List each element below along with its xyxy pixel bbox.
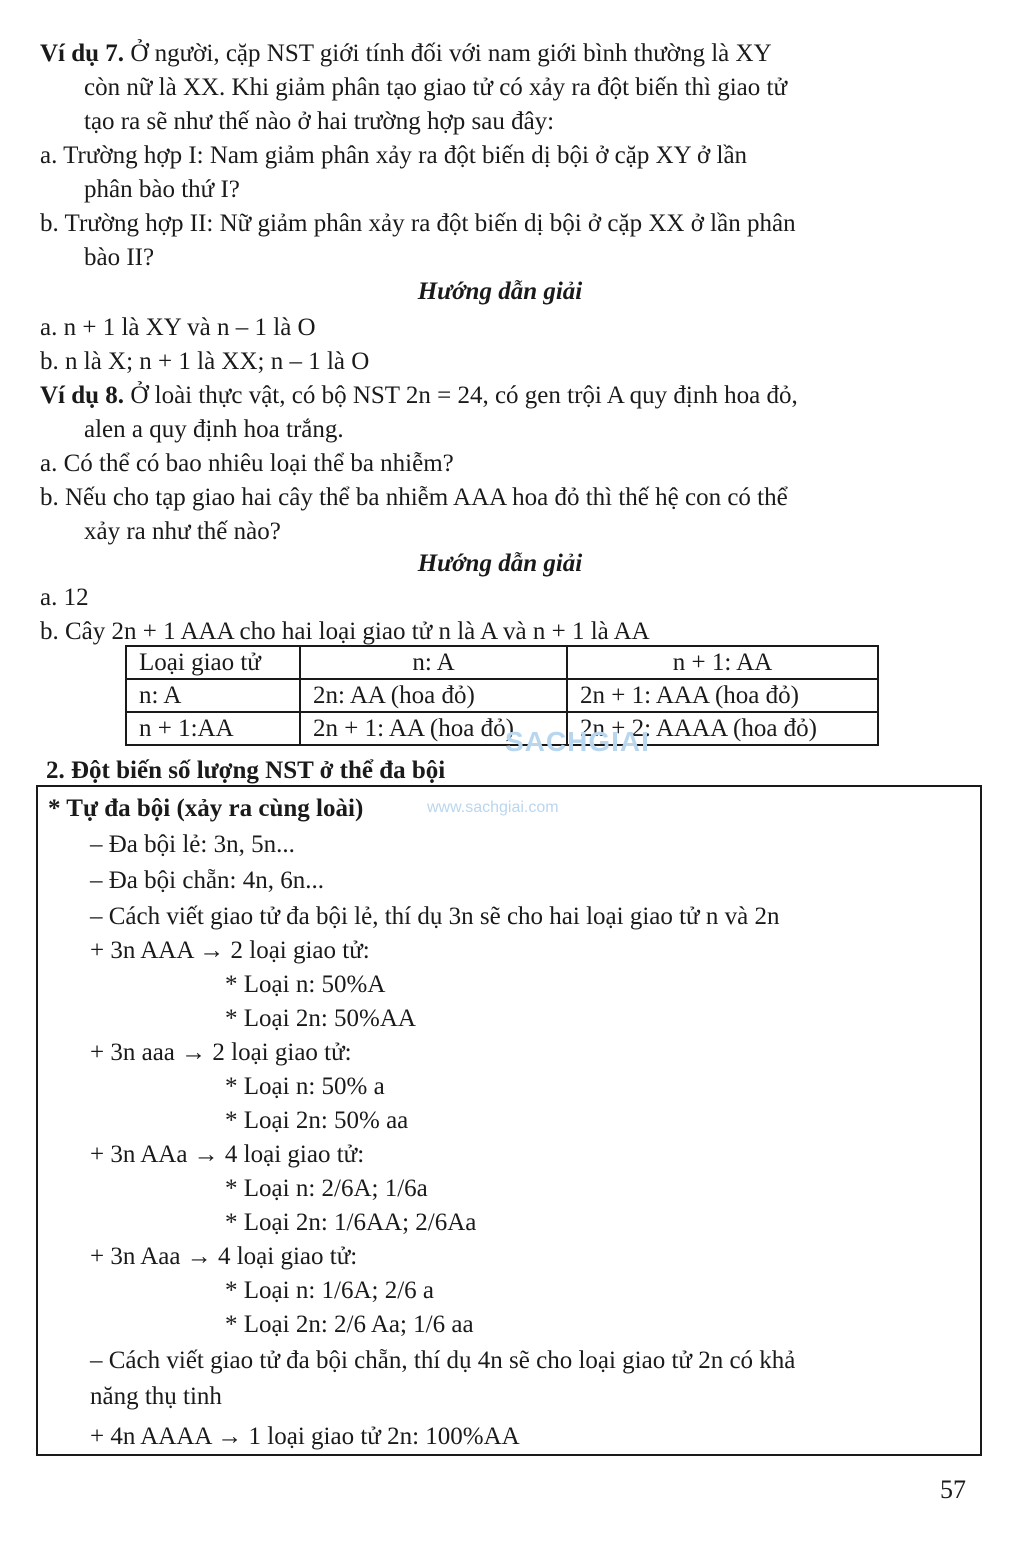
table-row bbox=[126, 679, 878, 712]
example8-label: Ví dụ 8. bbox=[40, 382, 125, 409]
table-row bbox=[126, 712, 878, 745]
box-line: * Loại 2n: 50% aa bbox=[225, 1107, 409, 1134]
example7-line1: Ví dụ 7. Ở người, cặp NST giới tính đối với nam giới bình thường là XY bbox=[40, 40, 772, 67]
example8-guide-title: Hướng dẫn giải bbox=[417, 550, 583, 577]
example7-line2: còn nữ là XX. Khi giảm phân tạo giao tử có xảy ra đột biến thì giao tử bbox=[84, 74, 787, 101]
table-header-cell: n: A bbox=[300, 646, 567, 679]
table-header-cell: n + 1: AA bbox=[567, 646, 878, 679]
box-line: năng thụ tinh bbox=[90, 1383, 222, 1410]
box-heading: * Tự đa bội (xảy ra cùng loài) bbox=[48, 795, 364, 822]
box-line: + 3n AAA → 2 loại giao tử: bbox=[90, 937, 370, 964]
example7-answer-b: b. n là X; n + 1 là XX; n – 1 là O bbox=[40, 348, 370, 375]
box-line: * Loại n: 50%A bbox=[225, 971, 386, 998]
box-line: * Loại n: 2/6A; 1/6a bbox=[225, 1175, 428, 1202]
example8-line2: alen a quy định hoa trắng. bbox=[84, 416, 344, 443]
watermark-logo: SACHGIAI bbox=[505, 726, 650, 757]
example7-line3: tạo ra sẽ như thế nào ở hai trường hợp sau đây: bbox=[84, 108, 555, 135]
table-header-row bbox=[126, 646, 878, 679]
box-line: * Loại 2n: 2/6 Aa; 1/6 aa bbox=[225, 1311, 474, 1338]
box-line: – Đa bội chẵn: 4n, 6n... bbox=[90, 867, 324, 894]
table-cell: n + 1:AA bbox=[126, 712, 300, 745]
table-cell: 2n + 1: AA (hoa đỏ) bbox=[300, 712, 567, 745]
example7-case-b: b. Trường hợp II: Nữ giảm phân xảy ra đột biến dị bội ở cặp XX ở lần phân bbox=[40, 210, 796, 237]
example8-question-a: a. Có thể có bao nhiêu loại thể ba nhiễm? bbox=[40, 450, 454, 477]
example7-case-b-cont: bào II? bbox=[84, 244, 155, 271]
example8-answer-a: a. 12 bbox=[40, 584, 89, 611]
example7-guide-title: Hướng dẫn giải bbox=[417, 278, 583, 305]
table-cell: n: A bbox=[126, 679, 300, 712]
table-cell: 2n + 2: AAAA (hoa đỏ) bbox=[567, 712, 878, 745]
box-line: + 4n AAAA → 1 loại giao tử 2n: 100%AA bbox=[90, 1423, 520, 1450]
example8-line1: Ví dụ 8. Ở loài thực vật, có bộ NST 2n = 24, có gen trội A quy định hoa đỏ, bbox=[40, 382, 798, 409]
box-line: * Loại n: 50% a bbox=[225, 1073, 385, 1100]
box-line: – Đa bội lẻ: 3n, 5n... bbox=[90, 831, 295, 858]
table-header-cell: Loại giao tử bbox=[126, 646, 300, 679]
example8-answer-b: b. Cây 2n + 1 AAA cho hai loại giao tử n là A và n + 1 là AA bbox=[40, 618, 650, 645]
box-line: + 3n aaa → 2 loại giao tử: bbox=[90, 1039, 352, 1066]
page-number: 57 bbox=[940, 1475, 966, 1504]
box-line: – Cách viết giao tử đa bội lẻ, thí dụ 3n sẽ cho hai loại giao tử n và 2n bbox=[90, 903, 780, 930]
section2-title: 2. Đột biến số lượng NST ở thể đa bội bbox=[46, 757, 446, 784]
box-line: – Cách viết giao tử đa bội chẵn, thí dụ 4n sẽ cho loại giao tử 2n có khả bbox=[90, 1347, 796, 1374]
example7-answer-a: a. n + 1 là XY và n – 1 là O bbox=[40, 314, 316, 341]
watermark-url: www.sachgiai.com bbox=[427, 799, 559, 816]
box-line: + 3n Aaa → 4 loại giao tử: bbox=[90, 1243, 358, 1270]
box-line: + 3n AAa → 4 loại giao tử: bbox=[90, 1141, 365, 1168]
table-cell: 2n: AA (hoa đỏ) bbox=[300, 679, 567, 712]
table-cell: 2n + 1: AAA (hoa đỏ) bbox=[567, 679, 878, 712]
example8-question-b: b. Nếu cho tạp giao hai cây thể ba nhiễm AAA hoa đỏ thì thế hệ con có thể bbox=[40, 484, 788, 511]
example7-label: Ví dụ 7. bbox=[40, 40, 125, 67]
box-line: * Loại n: 1/6A; 2/6 a bbox=[225, 1277, 434, 1304]
example7-case-a: a. Trường hợp I: Nam giảm phân xảy ra đột biến dị bội ở cặp XY ở lần bbox=[40, 142, 748, 169]
box-line: * Loại 2n: 50%AA bbox=[225, 1005, 416, 1032]
box-line: * Loại 2n: 1/6AA; 2/6Aa bbox=[225, 1209, 477, 1236]
example8-question-b-cont: xảy ra như thế nào? bbox=[84, 518, 281, 545]
example7-case-a-cont: phân bào thứ I? bbox=[84, 176, 240, 203]
gamete-table bbox=[125, 645, 879, 746]
